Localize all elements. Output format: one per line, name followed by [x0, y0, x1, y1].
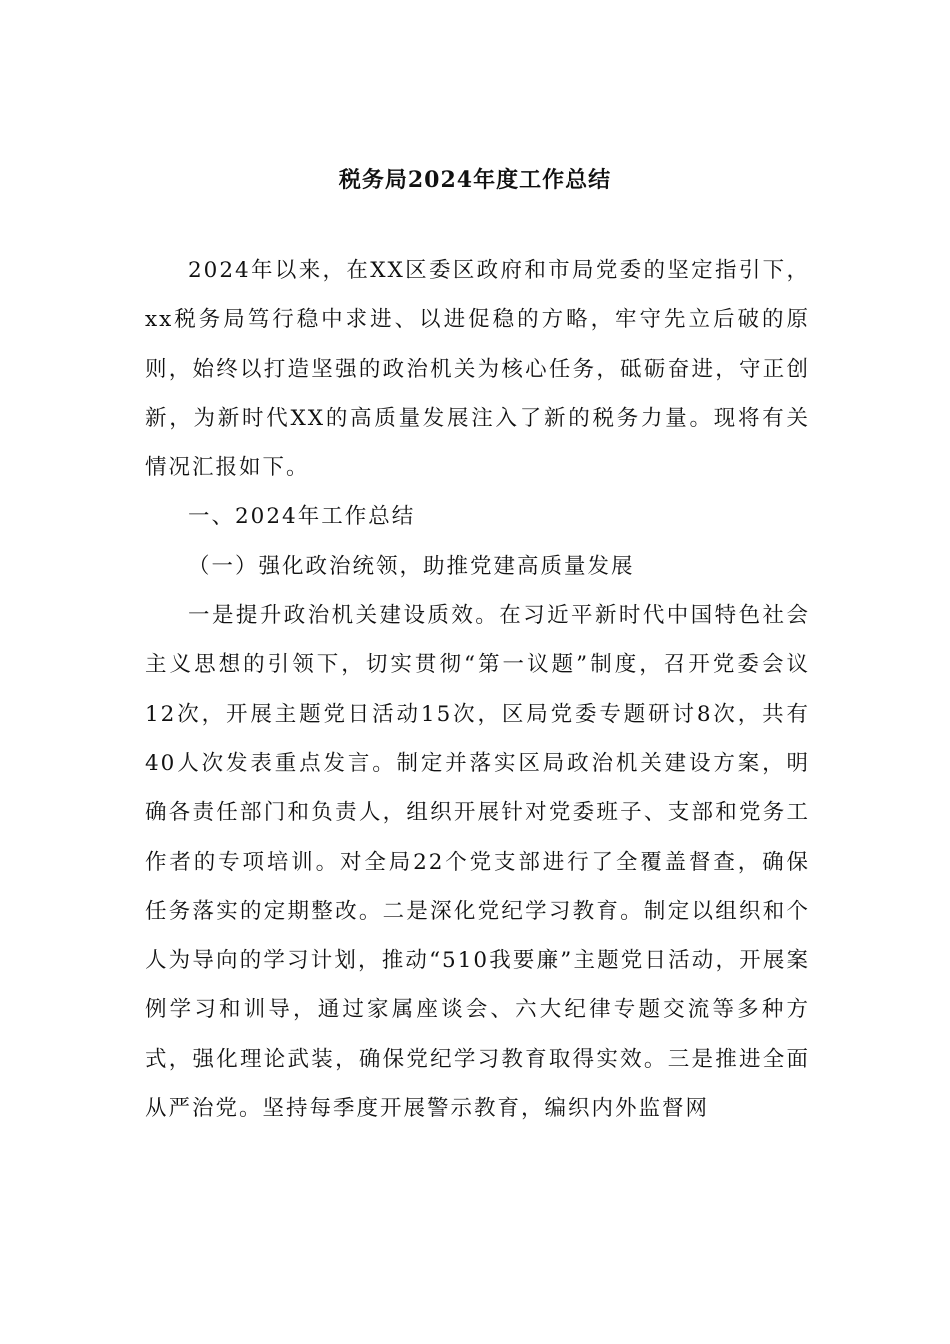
body-paragraph: 一是提升政治机关建设质效。在习近平新时代中国特色社会主义思想的引领下，切实贯彻“第一议题”制度，召开党委会议12次，开展主题党日活动15次，区局党委专题研讨8次，共有40人次发表重点发言。制定并落实区局政治机关建设方案，明确各责任部门和负责人，组织开展针对党委班子、支部和党务工作者的专项培训。对全局22个党支部进行了全覆盖督查，确保任务落实的定期整改。二是深化党纪学习教育。制定以组织和个人为导向的学习计划，推动“510我要廉”主题党日活动，开展案例学习和训导，通过家属座谈会、六大纪律专题交流等多种方式，强化理论武装，确保党纪学习教育取得实效。三是推进全面从严治党。坚持每季度开展警示教育，编织内外监督网 [145, 603, 810, 1122]
document-title: 税务局2024年度工作总结 [338, 167, 612, 193]
section-heading: 一、2024年工作总结 [188, 504, 416, 530]
subsection-heading: （一）强化政治统领，助推党建高质量发展 [188, 553, 635, 579]
document-body [145, 246, 810, 1133]
intro-paragraph: 2024年以来，在XX区委区政府和市局党委的坚定指引下，xx税务局笃行稳中求进、以进促稳的方略，牢守先立后破的原则，始终以打造坚强的政治机关为核心任务，砥砺奋进，守正创新，为新时代XX的高质量发展注入了新的税务力量。现将有关情况汇报如下。 [145, 258, 810, 481]
